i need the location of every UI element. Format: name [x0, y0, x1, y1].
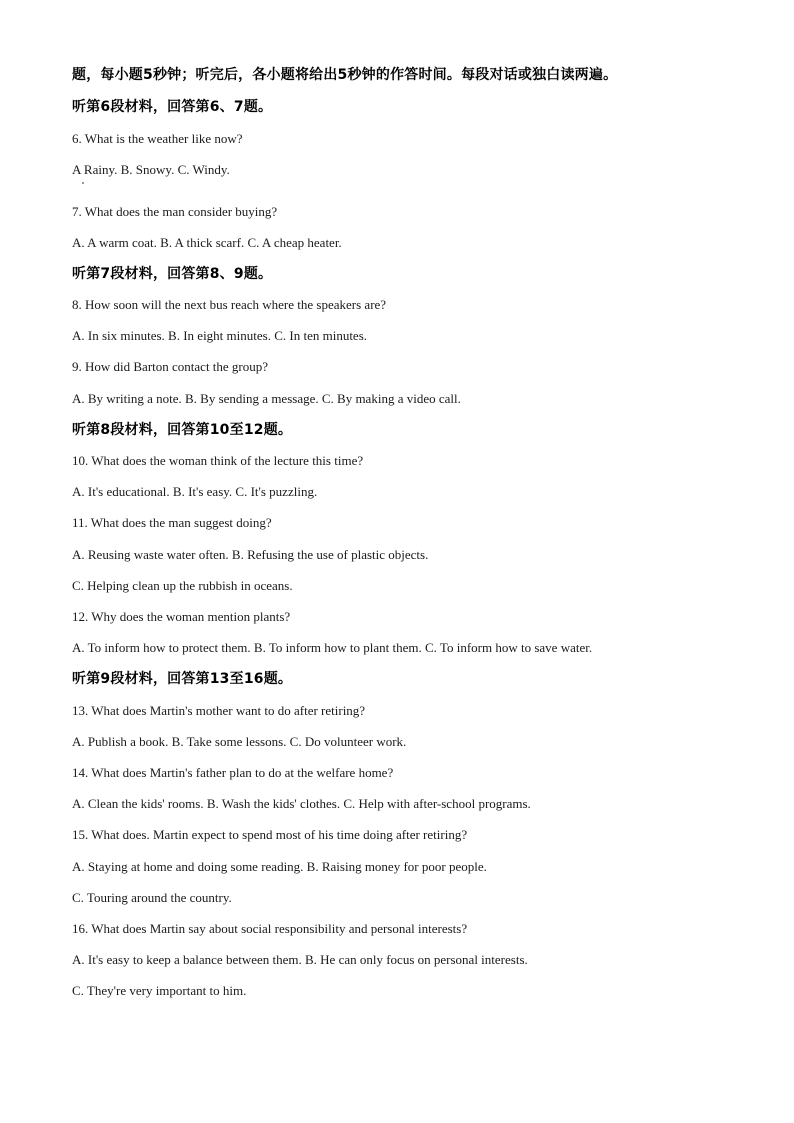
question-7: 7. What does the man consider buying?	[72, 204, 278, 219]
options-16-c: C. They're very important to him.	[72, 983, 247, 998]
options-16-ab: A. It's easy to keep a balance between them. B. He can only focus on personal interests.	[72, 952, 528, 967]
section-header-7: 听第7段材料，回答第8、9题。	[72, 266, 273, 282]
instruction-line: 题，每小题5秒钟；听完后，各小题将给出5秒钟的作答时间。每段对话或独白读两遍。	[72, 67, 618, 83]
options-11-ab: A. Reusing waste water often. B. Refusing the use of plastic objects.	[72, 547, 429, 562]
options-15-c: C. Touring around the country.	[72, 890, 232, 905]
question-14: 14. What does Martin's father plan to do at the welfare home?	[72, 765, 394, 780]
section-header-8: 听第8段材料，回答第10至12题。	[72, 422, 293, 438]
section-header-6: 听第6段材料，回答第6、7题。	[72, 99, 273, 115]
question-12: 12. Why does the woman mention plants?	[72, 609, 291, 624]
options-10: A. It's educational. B. It's easy. C. It's puzzling.	[72, 484, 318, 499]
question-13: 13. What does Martin's mother want to do after retiring?	[72, 703, 366, 718]
options-15-ab: A. Staying at home and doing some reading. B. Raising money for poor people.	[72, 859, 487, 874]
options-9: A. By writing a note. B. By sending a message. C. By making a video call.	[72, 391, 461, 406]
question-6: 6. What is the weather like now?	[72, 131, 243, 146]
options-12: A. To inform how to protect them. B. To inform how to plant them. C. To inform how to save water.	[72, 640, 593, 655]
options-13: A. Publish a book. B. Take some lessons. C. Do volunteer work.	[72, 734, 407, 749]
question-11: 11. What does the man suggest doing?	[72, 515, 272, 530]
options-7: A. A warm coat. B. A thick scarf. C. A cheap heater.	[72, 235, 342, 250]
question-10: 10. What does the woman think of the lecture this time?	[72, 453, 364, 468]
options-6: A Rainy. B. Snowy. C. Windy.	[72, 162, 230, 177]
options-11-c: C. Helping clean up the rubbish in oceans.	[72, 578, 293, 593]
question-8: 8. How soon will the next bus reach where the speakers are?	[72, 297, 387, 312]
section-header-9: 听第9段材料，回答第13至16题。	[72, 671, 293, 687]
stray-mark	[82, 182, 84, 184]
options-14: A. Clean the kids' rooms. B. Wash the kids' clothes. C. Help with after-school programs.	[72, 796, 531, 811]
options-8: A. In six minutes. B. In eight minutes. C. In ten minutes.	[72, 328, 368, 343]
question-15: 15. What does. Martin expect to spend most of his time doing after retiring?	[72, 827, 468, 842]
question-9: 9. How did Barton contact the group?	[72, 359, 269, 374]
question-16: 16. What does Martin say about social responsibility and personal interests?	[72, 921, 468, 936]
